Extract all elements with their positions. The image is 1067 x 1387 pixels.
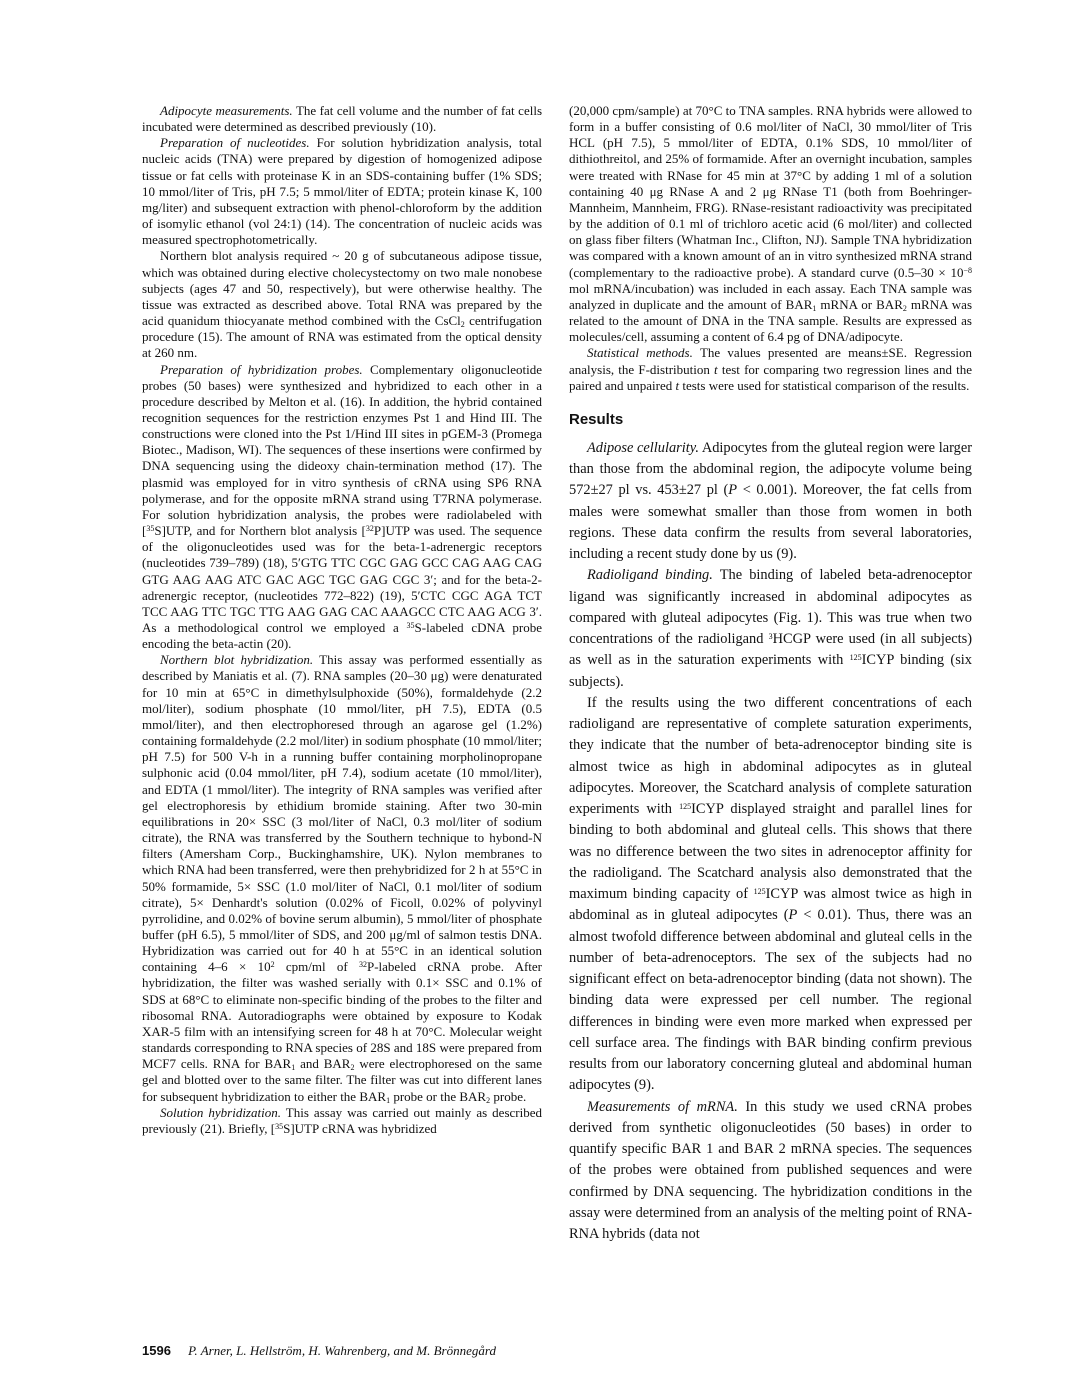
page-number: 1596 xyxy=(142,1343,171,1358)
paragraph-radioligand-binding: Radioligand binding. The binding of labeled beta-adrenoceptor ligand was significantly increased in abdominal adipocytes as compared with gluteal adipocytes (Fig. 1). This was true when two concentrations of the radioligand $^3$HCGP were used (in all subjects) as well as in the saturation experiments with $^{125}$ICYP binding (six subjects). xyxy=(569,567,973,690)
run-in-heading: Adipocyte measurements. xyxy=(160,103,293,118)
running-footer-authors: P. Arner, L. Hellström, H. Wahrenberg, and M. Brönnegård xyxy=(188,1343,496,1358)
paragraph-northern-blot-hybridization: Northern blot hybridization. This assay was performed essentially as described by Maniatis et al. (7). RNA samples (20–30 μg) were denaturated for 10 min at 65°C in dimethylsulphoxide (50%), formaldehyde (2.2 mol/liter), sodium phosphate (10 mmol/liter, pH 7.5), EDTA (0.5 mmol/liter), and then electrophoresed through an agarose gel (1.2%) containing formaldehyde (2.2 mol/liter) in sodium phosphate (10 mmol/liter; pH 7.5) for 500 V-h in a running buffer containing morpholinopropane sulphonic acid (0.04 mmol/liter, pH 7.4), sodium acetate (10 mmol/liter), and EDTA (1 mmol/liter). The integrity of RNA samples was verified after gel electrophoresis by ethidium bromide staining. After two 30-min equilibrations in 20× SSC (3 mol/liter of NaCl, 0.3 mol/liter of sodium citrate), the RNA was transferred by the Southern technique to hybond-N filters (Amersham Corp., Buckinghamshire, UK). Nylon membranes to which RNA had been transferred, were then prehybridized for 2 h at 55°C in 50% formamide, 5× SSC (1.0 mol/liter of NaCl, 0.1 mol/liter of sodium citrate), 5× Denhardt's solution (0.02% of Ficoll, 0.02% of polyvinyl pyrrolidine, and 0.02% of bovine serum albumin), 5 mmol/liter of phosphate buffer (pH 6.5), 5 mmol/liter of SDS, and 200 μg/ml of salmon testis DNA. Hybridization was carried out for 40 h at 55°C in an identical solution containing $4-6 \times 10^2$ cpm/ml of $^{32}$P-labeled cRNA probe. After hybridization, the filter was washed serially with 0.1× SSC and 0.1% of SDS at 68°C to eliminate non-specific binding of the probes to the filter and ribosomal RNA. Autoradiographs were obtained by exposure to Kodak XAR-5 film with an intensifying screen for 48 h at 70°C. Molecular weight standards corresponding to RNA species of 28S and 18S were prepared from MCF7 cells. RNA for $BAR_1$ and $BAR_2$ were electrophoresed on the same gel and blotted over to the same filter. The filter was cut into different lanes for subsequent hybridization to either the $BAR_1$ probe or the $BAR_2$ probe. xyxy=(142,652,543,1105)
paragraph-adipocyte-measurements: Adipocyte measurements. The fat cell volume and the number of fat cells incubated were determined as described previously (10). xyxy=(142,103,543,135)
results-heading: Results xyxy=(569,410,624,428)
paragraph-radioligand-results: If the results using the two different concentrations of each radioligand are representative of complete saturation experiments, they indicate that the number of beta-adrenoceptor binding site is almost twice as high in abdominal adipocytes as in gluteal adipocytes. Moreover, the Scatchard analysis of complete saturation experiments with $^{125}$ICYP displayed straight and parallel lines for binding to both abdominal and gluteal cells. This shows that there was no difference between the two sites in adrenoceptor affinity for the radioligand. The Scatchard analysis also demonstrated that the maximum binding capacity of $^{125}$ICYP was almost twice as high in abdominal as in gluteal adipocytes (P < 0.01). Thus, there was an almost twofold difference between abdominal and gluteal cells in the number of beta-adrenoceptors. The sex of the subjects had no significant effect on beta-adrenoceptor binding (data not shown). The binding data were expressed per cell number. The regional differences in binding were even more marked when expressed per cell surface area. The findings with BAR binding confirm previous results from our laboratory concerning gluteal and abdominal human adipocytes (9). xyxy=(569,694,972,1094)
page-footer xyxy=(142,1343,544,1359)
run-in-heading: Preparation of hybridization probes. xyxy=(160,361,363,377)
run-in-heading: Measurements of mRNA. xyxy=(587,1098,738,1115)
paragraph-solution-hybridization-continued: (20,000 cpm/sample) at 70°C to TNA samples. RNA hybrids were allowed to form in a buffer consisting of 0.6 mol/liter of NaCl, 30 mmol/liter of Tris HCL (pH 7.5), 5 mmol/liter of EDTA, 0.1% SDS, 10 mmol/liter of dithiothreitol, and 25% of formamide. After an overnight incubation, samples were treated with RNase for 45 min at 37°C by adding 1 ml of a solution containing 40 μg RNase A and 2 μg RNase T1 (both from Boehringer-Mannheim, Mannheim, FRG). RNase-resistant radioactivity was precipitated by the addition of 0.1 ml of trichloro acetic acid (6 mol/liter) and collected on glass fiber filters (Whatman Inc., Clifton, NJ). Sample TNA hybridization was compared with a known amount of an in vitro synthesized mRNA strand (complementary to the radioactive probe). A standard curve ($0.5-30 \times 10^{-8}$ mol mRNA/incubation) was included in each assay. Each TNA sample was analyzed in duplicate and the amount of $BAR_1$ mRNA or $BAR_2$ mRNA was related to the amount of DNA in the TNA sample. Results are expressed as molecules/cell, assuming a content of 6.4 pg of DNA/adipocyte. xyxy=(569,103,972,345)
paragraph-preparation-of-nucleotides: Preparation of nucleotides. For solution hybridization analysis, total nucleic acids (TNA) were prepared by digestion of homogenized adipose tissue or fat cells with proteinase K in an SDS-containing buffer (1% SDS; 10 mmol/liter of Tris, pH 7.5; 5 mmol/liter of EDTA; protein kinase K, 100 mg/liter) and subsequent extraction with phenol-chloroform by the addition of isomylic ethanol (vol 24:1) (14). The concentration of nucleic acids was measured spectrophotometrically. xyxy=(142,135,542,248)
right-column xyxy=(569,103,972,1245)
paragraph-hybridization-probes: Preparation of hybridization probes. Complementary oligonucleotide probes (50 bases) were synthesized and hybridized to each other in a procedure described by Melton et al. (16). In addition, the hybrid contained recognition sequences for the restriction enzymes Pst 1 and Hind III. The constructions were cloned into the Pst 1/Hind III sites in pGEM-3 (Promega Biotec., Madison, WI). The sequences of these insertions were confirmed by DNA sequencing using the dideoxy chain-termination method (17). The plasmid was employed for in vitro synthesis of cRNA using SP6 RNA polymerase, and for the opposite mRNA strand using T7RNA polymerase. For solution hybridization analysis, the probes were radiolabeled with [$^{35}$S]UTP, and for Northern blot analysis [$^{32}$P]UTP was used. The sequence of the oligonucleotides used was for the beta-1-adrenergic receptors (nucleotides 739–789) (18), 5′GTG TTC CGC GAG GCC CAG AAG CAG GTG AAG AAG ATC GAC AGC TGC GAG CGC 3′; and for the beta-2-adrenergic receptor, (nucleotides 772–822) (19), 5′CTC CGC AGA TCT TCC AAG TTC TGC TTG AAG GAG CAC AAAGCC CTC AAG ACG 3′. As a methodological control we employed a $^{35}$S-labeled cDNA probe encoding the beta-actin (20). xyxy=(142,361,542,652)
run-in-heading: Statistical methods. xyxy=(587,345,693,361)
run-in-heading: Adipose cellularity. xyxy=(587,439,699,456)
run-in-heading: Preparation of nucleotides. xyxy=(160,135,310,151)
paragraph-solution-hybridization: Solution hybridization. This assay was carried out mainly as described previously (21). Briefly, [$^{35}$S]UTP cRNA was hybridized xyxy=(142,1104,542,1136)
paragraph-adipose-cellularity: Adipose cellularity. Adipocytes from the gluteal region were larger than those from the abdominal region, the adipocyte volume being 572±27 pl vs. 453±27 pl (P < 0.001). Moreover, the fat cells from males were somewhat smaller than those from women in both regions. These data confirm the results from several laboratories, including a recent study done by us (9). xyxy=(569,439,972,563)
left-column xyxy=(142,103,542,1137)
paragraph-statistical-methods: Statistical methods. The values presented are means±SE. Regression analysis, the F-distribution t test for comparing two regression lines and the paired and unpaired t tests were used for statistical comparison of the results. xyxy=(569,345,973,393)
paragraph-measurements-of-mrna: Measurements of mRNA. In this study we used cRNA probes derived from synthetic oligonucleotides (50 bases) in order to quantify specific BAR 1 and BAR 2 mRNA species. The sequences of the probes were obtained from published sequences and were confirmed by DNA sequencing. The hybridization conditions in the assay were determined from an analysis of the melting point of RNA-RNA hybrids (data not xyxy=(569,1098,972,1243)
paragraph-northern-blot-tissue: Northern blot analysis required ~ 20 g of subcutaneous adipose tissue, which was obtained during elective cholecystectomy on two male nonobese subjects (ages 47 and 50, respectively), but were otherwise healthy. The tissue was extracted as described above. Total RNA was prepared by the acid quanidum thiocyanate method combined with the CsCl$_2$ centrifugation procedure (15). The amount of RNA was estimated from the optical density at 260 nm. xyxy=(142,248,542,361)
run-in-heading: Northern blot hybridization. xyxy=(160,652,314,668)
run-in-heading: Solution hybridization. xyxy=(160,1104,281,1120)
run-in-heading: Radioligand binding. xyxy=(587,567,713,584)
